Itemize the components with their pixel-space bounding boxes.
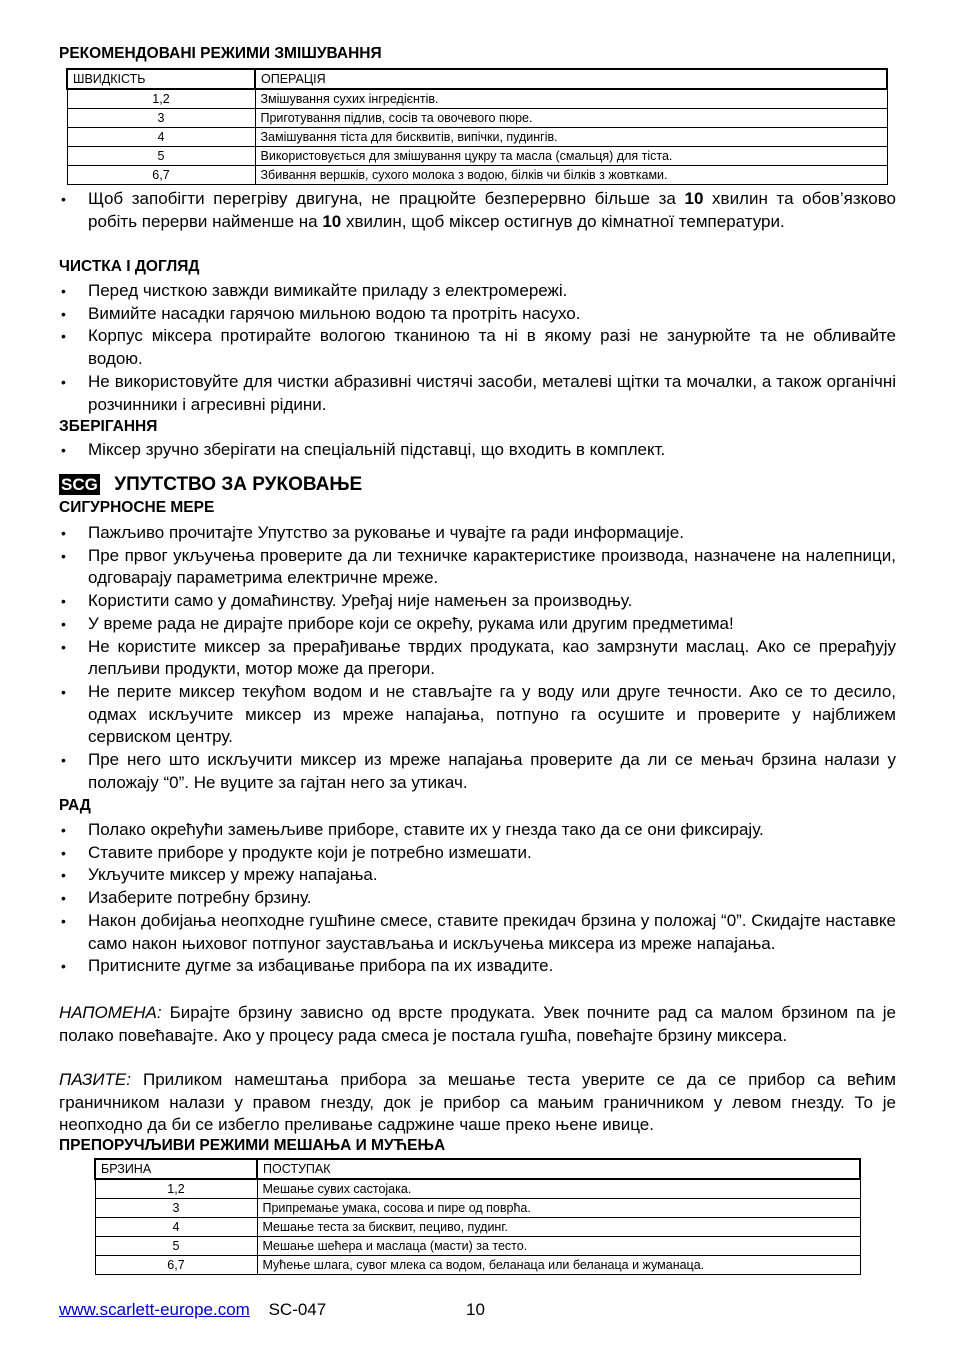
list-item: • Вимийте насадки гарячою мильною водою та протріть насухо. xyxy=(59,303,896,326)
table-cell: Замішування тіста для бисквитів, випічки, пудингів. xyxy=(255,128,887,147)
ua-care-heading: ЧИСТКА І ДОГЛЯД xyxy=(59,258,200,275)
list-item: • Не перите миксер текућом водом и не стављајте га у воду или друге течности. Ако се то десило, одмах искључите миксер из мреже напајања, потпуно га осушите и проверите у најближем сервиском центру. xyxy=(59,681,896,749)
ua-mix-heading: РЕКОМЕНДОВАНІ РЕЖИМИ ЗМІШУВАННЯ xyxy=(59,45,382,62)
note-label: НАПОМЕНА: xyxy=(59,1003,162,1022)
table-row xyxy=(67,166,887,185)
list-item: • Не користите миксер за прерађивање тврдих продуката, као замрзнути маслац. Ако се прерађују лепљиви продукти, мотор може да прегори. xyxy=(59,636,896,681)
scg-speed-table xyxy=(94,1158,861,1275)
table-row xyxy=(95,1256,860,1275)
table-cell: 5 xyxy=(95,1237,257,1256)
list-item: • Укључите миксер у мрежу напајања. xyxy=(59,864,896,887)
list-item: • Пре првог укључења проверите да ли техничке карактеристике производа, назначене на налепници, одговарају параметрима електричне мреже. xyxy=(59,545,896,590)
scg-safety-heading: СИГУРНОСНЕ МЕРЕ xyxy=(59,499,215,516)
list-item: • Притисните дугме за избацивање прибора па их извадите. xyxy=(59,955,896,978)
table-cell: Припремање умака, сосова и пире од поврћа. xyxy=(257,1199,860,1218)
list-item: • Изаберите потребну брзину. xyxy=(59,887,896,910)
overheat-minutes-2: 10 xyxy=(322,211,342,231)
table-cell: Збивання вершків, сухого молока з водою, білків чи білків з жовтками. xyxy=(255,166,887,185)
scg-section-title: УПУТСТВО ЗА РУКОВАЊЕ xyxy=(114,474,363,495)
table-cell: 3 xyxy=(95,1199,257,1218)
list-item: • Користити само у домаћинству. Уређај није намењен за производњу. xyxy=(59,590,896,613)
table-row xyxy=(95,1179,860,1199)
page-footer xyxy=(59,1300,485,1320)
table-cell: Мешање сувих састојака. xyxy=(257,1179,860,1199)
table-row xyxy=(95,1237,860,1256)
list-item: • Не використовуйте для чистки абразивні чистячі засоби, металеві щітки та мочалки, а також органічні розчинники і агресивні рідини. xyxy=(59,371,896,416)
scg-table-header-speed: БРЗИНА xyxy=(95,1159,257,1179)
list-item: • Корпус міксера протирайте вологою тканиною та ні в якому разі не занурюйте та не обливайте водою. xyxy=(59,325,896,370)
table-cell: 1,2 xyxy=(95,1179,257,1199)
table-cell: Мешање теста за бисквит, пециво, пудинг. xyxy=(257,1218,860,1237)
model-number: SC-047 xyxy=(268,1300,327,1319)
table-cell: 4 xyxy=(95,1218,257,1237)
ua-table-header-speed: ШВИДКІСТЬ xyxy=(67,69,255,89)
table-row xyxy=(67,109,887,128)
list-item: • У време рада не дирајте приборе који се окрећу, рукама или другим предметима! xyxy=(59,613,896,636)
table-cell: Використовується для змішування цукру та масла (смальця) для тіста. xyxy=(255,147,887,166)
table-row xyxy=(67,128,887,147)
overheat-text-2: хвилин та обов’язково робіть перерви найменше на xyxy=(88,189,896,231)
overheat-text-1: Щоб запобігти перегріву двигуна, не працюйте безперервно більше за xyxy=(88,189,685,208)
scg-language-badge: SCG xyxy=(61,475,98,494)
caution-text: Приликом намештања прибора за мешање теста уверите се да се прибор са већим граничником налази у правом гнезду, док је прибор са мањим граничником у левом гнезду. То је неопходно да би се избегло преливање садржине чаше преко њене ивице. xyxy=(59,1070,896,1135)
table-row xyxy=(95,1199,860,1218)
caution-label: ПАЗИТЕ: xyxy=(59,1070,131,1089)
table-cell: 3 xyxy=(67,109,255,128)
list-item: • Ставите приборе у продукте који је потребно измешати. xyxy=(59,842,896,865)
table-cell: 4 xyxy=(67,128,255,147)
scg-mix-heading: ПРЕПОРУЧЉИВИ РЕЖИМИ МЕШАЊА И МУЋЕЊА xyxy=(59,1137,446,1154)
list-item: • Перед чисткою завжди вимикайте приладу з електромережі. xyxy=(59,280,896,303)
table-cell: Змішування сухих інгредієнтів. xyxy=(255,89,887,109)
list-item: • Полако окрећући замењљиве приборе, ставите их у гнезда тако да се они фиксирају. xyxy=(59,819,896,842)
list-item xyxy=(59,188,896,233)
table-row xyxy=(95,1218,860,1237)
ua-storage-list xyxy=(59,439,896,462)
table-cell: 5 xyxy=(67,147,255,166)
table-cell: 6,7 xyxy=(95,1256,257,1275)
overheat-minutes-1: 10 xyxy=(684,189,704,208)
website-link[interactable]: www.scarlett-europe.com xyxy=(59,1300,250,1319)
table-cell: Мешање шећера и маслаца (масти) за тесто. xyxy=(257,1237,860,1256)
scg-note-paragraph xyxy=(59,1002,896,1047)
ua-speed-table xyxy=(66,68,888,185)
list-item: • Пажљиво прочитајте Упутство за руковање и чувајте га ради информације. xyxy=(59,522,896,545)
scg-safety-list xyxy=(59,522,896,794)
ua-storage-heading: ЗБЕРІГАННЯ xyxy=(59,418,158,435)
list-item: • Након добијања неопходне гушћине смесе, ставите прекидач брзина у положај “0”. Скидајте наставке само након њиховог потпуног заустављања и искључења миксера из мреже напајања. xyxy=(59,910,896,955)
table-cell: 1,2 xyxy=(67,89,255,109)
scg-table-header-procedure: ПОСТУПАК xyxy=(257,1159,860,1179)
scg-work-heading: РАД xyxy=(59,797,91,814)
table-cell: Мућење шлага, сувог млека са водом, беланаца или беланаца и жуманаца. xyxy=(257,1256,860,1275)
table-row xyxy=(67,89,887,109)
ua-care-list xyxy=(59,280,896,416)
list-item: • Пре него што искључити миксер из мреже напајања проверите да ли се мењач брзина налази у положају “0”. Не вуците за гајтан него за утикач. xyxy=(59,749,896,794)
scg-section-header xyxy=(59,474,362,496)
scg-work-list xyxy=(59,819,896,978)
note-text: Бирајте брзину зависно од врсте продуката. Увек почните рад са малом брзином па је полако повећавајте. Ако у процесу рада смеса је постала гушћа, повећајте брзину миксера. xyxy=(59,1003,896,1045)
scg-caution-paragraph xyxy=(59,1069,896,1137)
overheat-text-3: хвилин, щоб міксер остигнув до кімнатної температури. xyxy=(341,211,785,231)
table-row xyxy=(67,147,887,166)
ua-overheat-list xyxy=(59,188,896,233)
list-item: • Міксер зручно зберігати на спеціальній підставці, що входить в комплект. xyxy=(59,439,896,462)
page-number: 10 xyxy=(466,1300,485,1319)
ua-table-header-operation: ОПЕРАЦІЯ xyxy=(255,69,887,89)
table-cell: 6,7 xyxy=(67,166,255,185)
table-cell: Приготування підлив, сосів та овочевого пюре. xyxy=(255,109,887,128)
